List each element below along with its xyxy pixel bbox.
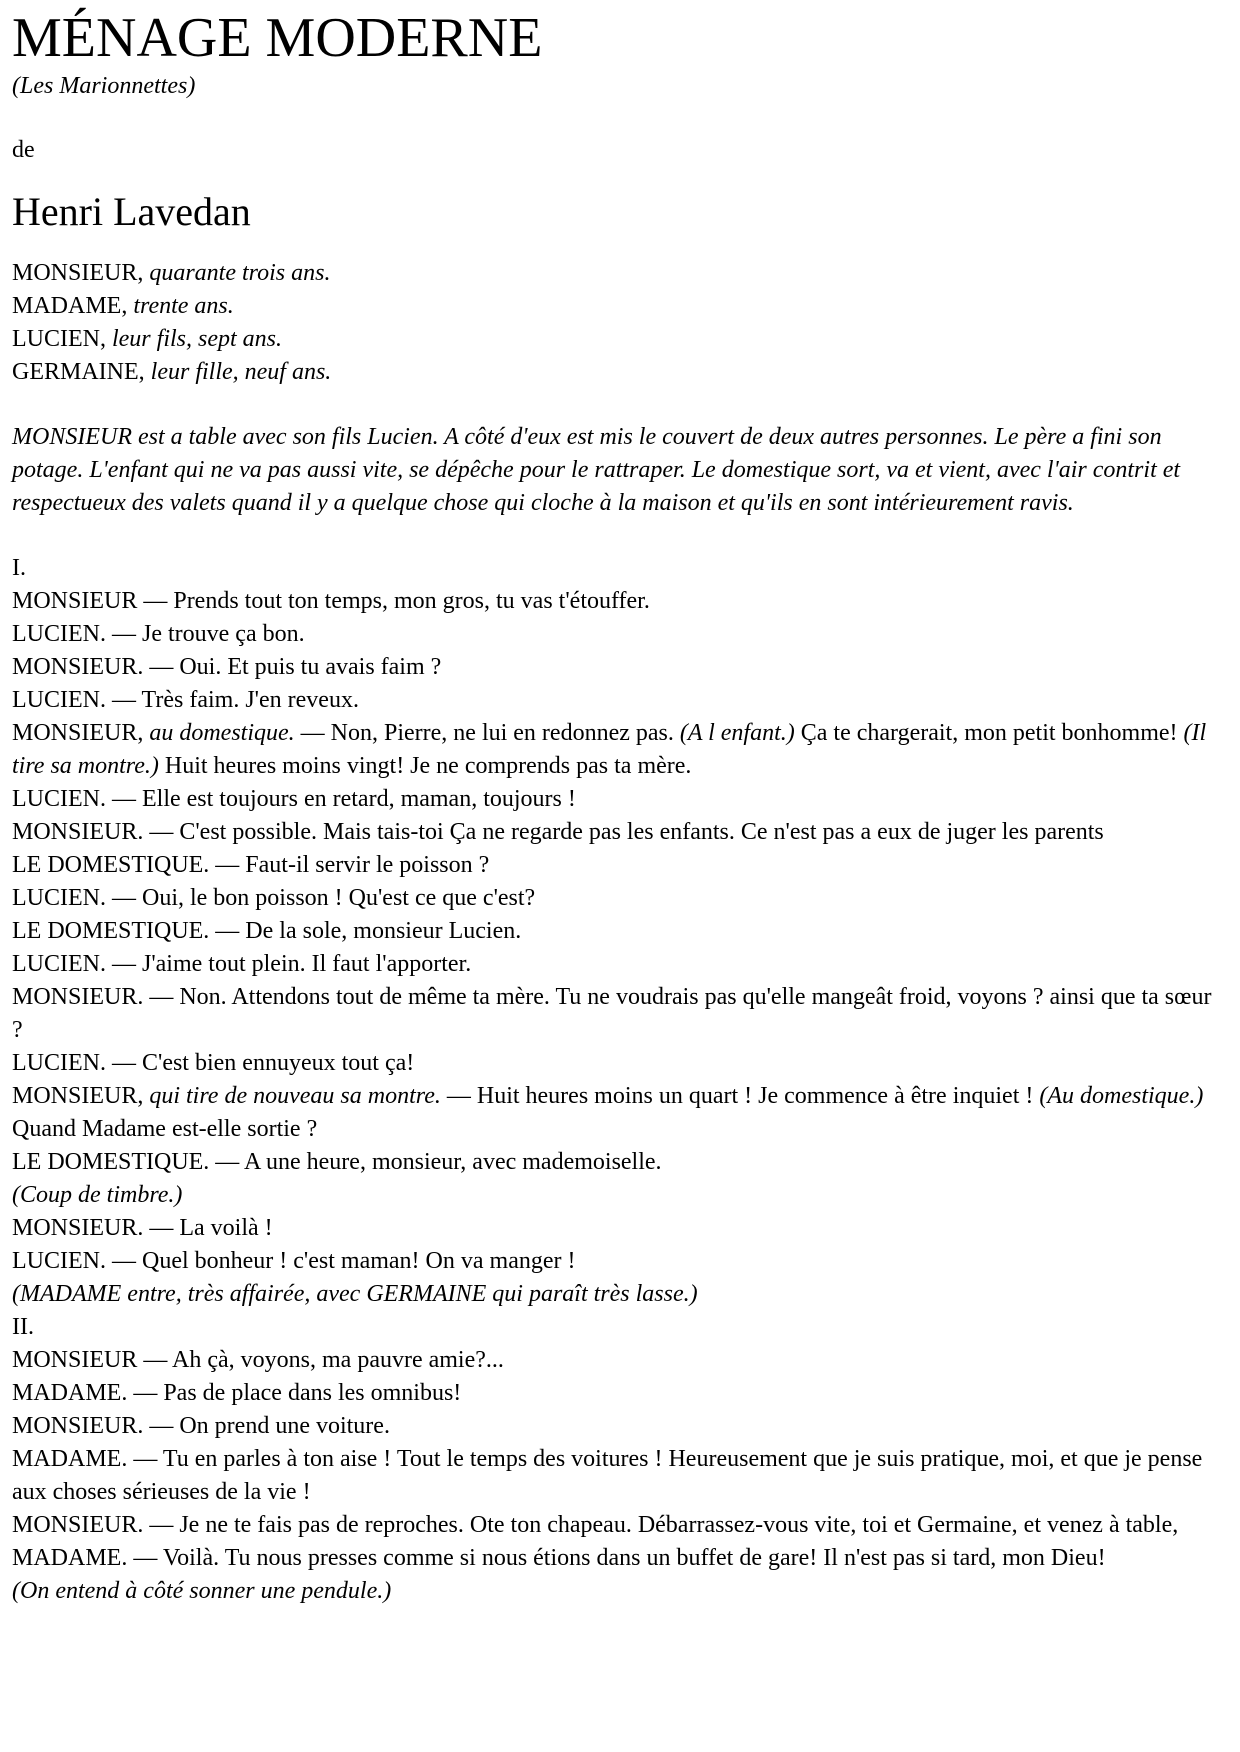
line-text: MADAME. — Tu en parles à ton aise ! Tout le temps des voitures ! Heureusement que je suis pratique, moi, et que je pense aux choses sérieuses de la vie ! [12,1446,1203,1505]
line-text: LUCIEN. — Quel bonheur ! c'est maman! On va manger ! [12,1248,576,1274]
cast-entry [12,290,1228,323]
by-label: de [12,137,35,163]
dialogue-line [12,783,1228,816]
stage-direction-text: qui tire de nouveau sa montre. [149,1083,441,1109]
play-title: MÉNAGE MODERNE [12,7,543,69]
cast-entry [12,257,1228,290]
line-text: MONSIEUR. — Je ne te fais pas de reproches. Ote ton chapeau. Débarrassez-vous vite, toi et Germaine, et venez à table, [12,1512,1179,1538]
stage-direction [12,1575,1228,1608]
dialogue-line [12,1542,1228,1575]
dialogue-line [12,1245,1228,1278]
dialogue-line [12,684,1228,717]
cast-entry [12,356,1228,389]
scene-heading [12,1311,1228,1344]
cast-role: MADAME, [12,293,128,319]
line-text: MONSIEUR, [12,1083,150,1109]
cast-description: leur fille, neuf ans. [144,359,332,385]
dialogue-line [12,816,1228,849]
dialogue-line [12,1047,1228,1080]
stage-direction-text: (On entend à côté sonner une pendule.) [12,1578,392,1604]
dialogue-line [12,717,1228,783]
line-text: LUCIEN. — C'est bien ennuyeux tout ça! [12,1050,415,1076]
dialogue-line [12,1212,1228,1245]
stage-direction-text: (Il tire sa montre.) [12,720,1207,779]
dialogue-line [12,618,1228,651]
dialogue-line [12,651,1228,684]
line-text: Ça te chargerait, mon petit bonhomme! [794,720,1184,746]
stage-direction-text: (Coup de timbre.) [12,1182,183,1208]
dialogue-line [12,1146,1228,1179]
line-text: LUCIEN. — Oui, le bon poisson ! Qu'est ce que c'est? [12,885,536,911]
dialogue-line [12,981,1228,1047]
cast-description: quarante trois ans. [143,260,331,286]
scene-heading [12,552,1228,585]
dialogue-line [12,1509,1228,1542]
cast-list [12,257,1228,389]
dialogue-line [12,882,1228,915]
line-text: LE DOMESTIQUE. — A une heure, monsieur, avec mademoiselle. [12,1149,662,1175]
line-text: MONSIEUR. — La voilà ! [12,1215,273,1241]
play-subtitle: (Les Marionnettes) [12,73,196,99]
line-text: MONSIEUR. — Oui. Et puis tu avais faim ? [12,654,442,680]
stage-direction-text: (Au domestique.) [1039,1083,1204,1109]
line-text: MONSIEUR — Prends tout ton temps, mon gros, tu vas t'étouffer. [12,588,650,614]
cast-description: trente ans. [127,293,234,319]
line-text: LE DOMESTIQUE. — Faut-il servir le poisson ? [12,852,490,878]
dialogue-line [12,585,1228,618]
line-text: MONSIEUR. — On prend une voiture. [12,1413,390,1439]
cast-role: GERMAINE, [12,359,145,385]
dialogue-line [12,1410,1228,1443]
line-text: MONSIEUR, [12,720,150,746]
stage-direction-text: au domestique. [149,720,295,746]
author-name: Henri Lavedan [12,189,251,234]
line-text: Quand Madame est-elle sortie ? [12,1116,318,1142]
line-text: LE DOMESTIQUE. — De la sole, monsieur Lucien. [12,918,522,944]
line-text: MADAME. — Voilà. Tu nous presses comme si nous étions dans un buffet de gare! Il n'est pas si tard, mon Dieu! [12,1545,1106,1571]
dialogue-line [12,915,1228,948]
line-text: I. [12,555,26,581]
cast-role: LUCIEN, [12,326,106,352]
dialogue-block [12,552,1228,1608]
line-text: MONSIEUR. — C'est possible. Mais tais-toi Ça ne regarde pas les enfants. Ce n'est pas a eux de juger les parents [12,819,1104,845]
stage-direction [12,1278,1228,1311]
line-text: LUCIEN. — Je trouve ça bon. [12,621,305,647]
line-text: LUCIEN. — Très faim. J'en reveux. [12,687,359,713]
line-text: LUCIEN. — Elle est toujours en retard, maman, toujours ! [12,786,576,812]
opening-stage-direction: MONSIEUR est a table avec son fils Lucien. A côté d'eux est mis le couvert de deux autres personnes. Le père a fini son potage. L'enfant qui ne va pas aussi vite, se dépêche pour le rattraper. Le domestique sort, va et vient, avec l'air contrit et respectueux des valets quand il y a quelque chose qui cloche à la maison et qu'ils en sont intérieurement ravis. [12,424,1181,516]
cast-description: leur fils, sept ans. [105,326,282,352]
dialogue-line [12,1344,1228,1377]
dialogue-line [12,1443,1228,1509]
line-text: Huit heures moins vingt! Je ne comprends pas ta mère. [158,753,692,779]
line-text: LUCIEN. — J'aime tout plein. Il faut l'apporter. [12,951,472,977]
line-text: MADAME. — Pas de place dans les omnibus! [12,1380,462,1406]
dialogue-line [12,1377,1228,1410]
line-text: II. [12,1314,34,1340]
line-text: MONSIEUR. — Non. Attendons tout de même ta mère. Tu ne voudrais pas qu'elle mangeât froid, voyons ? ainsi que ta sœur ? [12,984,1212,1043]
line-text: — Non, Pierre, ne lui en redonnez pas. [294,720,680,746]
dialogue-line [12,1080,1228,1146]
dialogue-line [12,849,1228,882]
cast-role: MONSIEUR, [12,260,144,286]
stage-direction-text: (A l enfant.) [679,720,795,746]
line-text: — Huit heures moins un quart ! Je commence à être inquiet ! [440,1083,1040,1109]
stage-direction-text: (MADAME entre, très affairée, avec GERMAINE qui paraît très lasse.) [12,1281,698,1307]
cast-entry [12,323,1228,356]
dialogue-line [12,948,1228,981]
line-text: MONSIEUR — Ah çà, voyons, ma pauvre amie?... [12,1347,504,1373]
stage-direction [12,1179,1228,1212]
